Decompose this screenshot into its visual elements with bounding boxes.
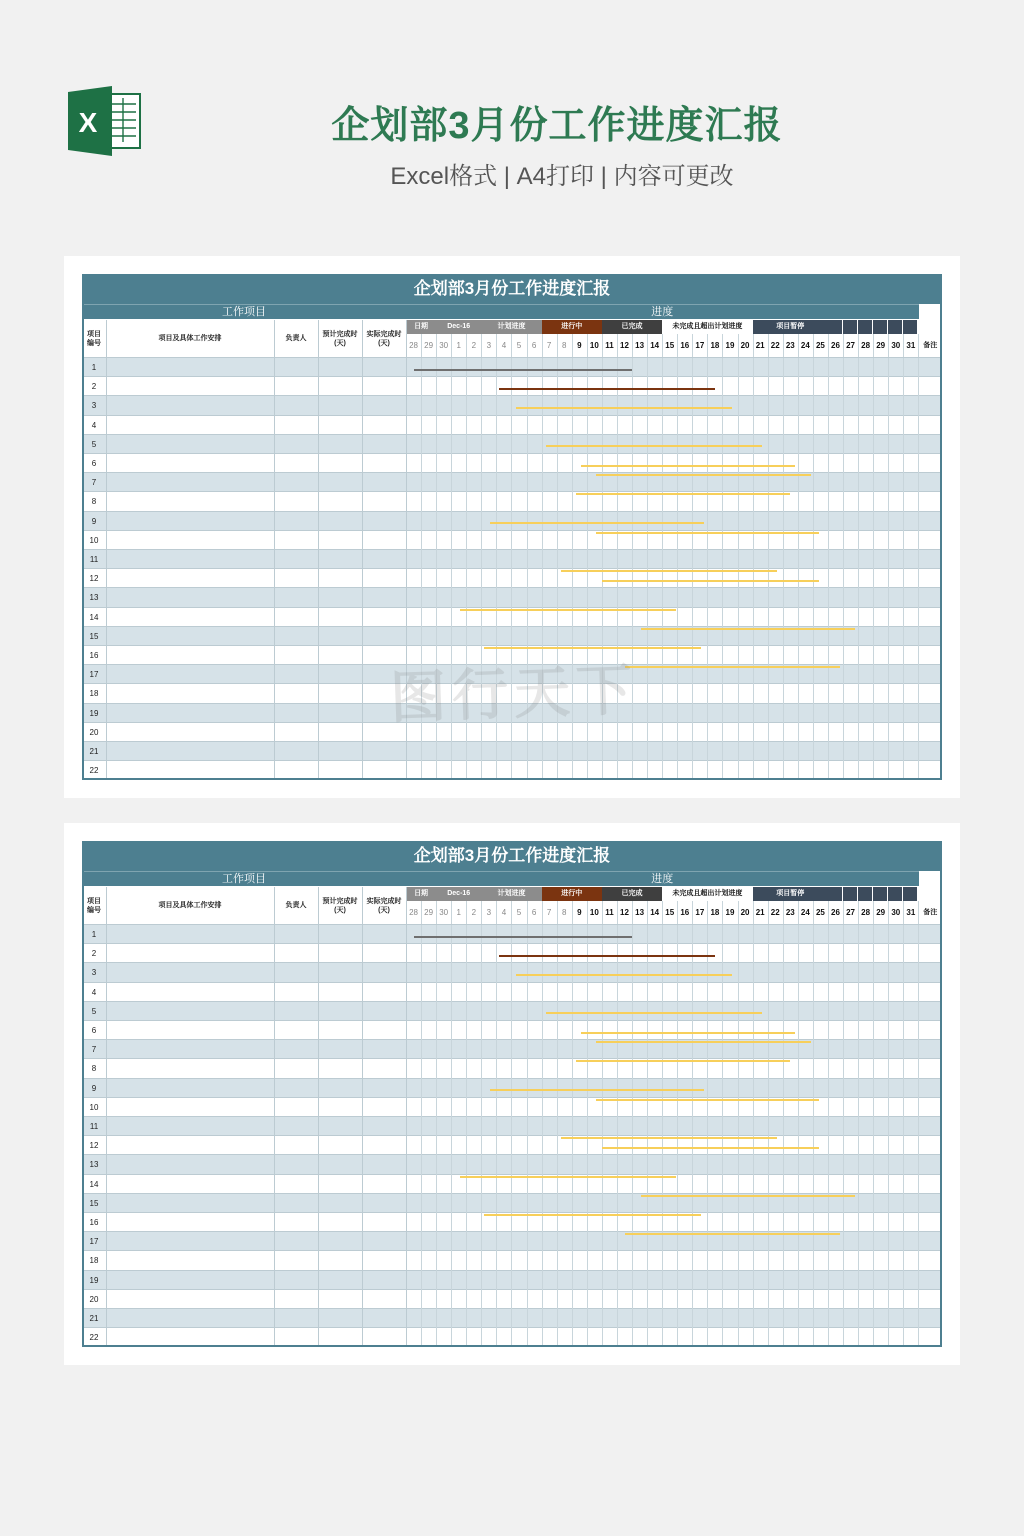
grid-line <box>707 334 708 780</box>
grid-line <box>692 334 693 780</box>
page-title: 企划部3月份工作进度汇报 <box>331 105 783 147</box>
day-header: 30 <box>891 908 901 917</box>
row-number: 22 <box>89 1333 99 1343</box>
day-header: 28 <box>861 341 871 350</box>
row-number: 22 <box>89 766 99 776</box>
gantt-bar <box>460 609 676 611</box>
gantt-bar <box>460 1176 676 1178</box>
row-number: 2 <box>91 382 97 392</box>
grid-line <box>753 334 754 780</box>
grid-line <box>662 334 663 780</box>
col-header-remark: 备注 <box>923 909 938 916</box>
grid-line <box>647 334 648 780</box>
grid-line <box>557 901 558 1347</box>
day-header: 20 <box>740 341 750 350</box>
legend-filler <box>843 887 857 901</box>
day-header: 10 <box>589 341 599 350</box>
row-number: 19 <box>89 708 99 718</box>
col-header-actual: 实际完成时 (天) <box>366 897 402 914</box>
grid-line <box>572 901 573 1347</box>
grid-line <box>617 901 618 1347</box>
excel-logo-letter: X <box>78 107 98 138</box>
day-header: 29 <box>424 341 434 350</box>
grid-line <box>903 334 904 780</box>
legend-filler <box>888 887 902 901</box>
legend-item: 进行中 <box>542 887 602 901</box>
col-header-id: 项目 编号 <box>87 897 101 914</box>
gantt-bar <box>596 1041 812 1043</box>
row-number: 18 <box>89 1256 99 1266</box>
row-number: 11 <box>89 1122 99 1131</box>
grid-line <box>421 901 422 1347</box>
sheet-title: 企划部3月份工作进度汇报 <box>82 274 942 304</box>
gantt-bar <box>561 1137 777 1139</box>
gantt-bar <box>625 666 841 668</box>
row-number: 17 <box>89 1237 99 1247</box>
day-header: 6 <box>531 341 537 350</box>
grid-line <box>918 901 919 1347</box>
day-header: 12 <box>620 341 629 350</box>
row-number: 10 <box>89 535 99 545</box>
row-number: 17 <box>89 670 99 680</box>
gantt-bar <box>581 465 795 467</box>
col-header-task: 项目及具体工作安排 <box>158 902 222 909</box>
grid-line <box>753 901 754 1347</box>
row-number: 15 <box>89 1198 99 1208</box>
row-number: 10 <box>89 1102 99 1112</box>
grid-line <box>858 901 859 1347</box>
day-header: 18 <box>710 908 720 917</box>
grid-line <box>451 901 452 1347</box>
legend-item: 项目暂停 <box>753 320 828 334</box>
legend-item: Dec-16 <box>436 320 481 334</box>
legend-item: 已完成 <box>602 887 662 901</box>
grid-line <box>873 334 874 780</box>
row-number: 9 <box>91 516 97 526</box>
row-number: 13 <box>89 1160 99 1170</box>
gantt-bar <box>596 532 819 534</box>
gantt-bar <box>516 974 732 976</box>
gantt-bar <box>546 445 762 447</box>
grid-line <box>768 334 769 780</box>
col-header-owner: 负责人 <box>285 902 307 909</box>
grid-line <box>274 320 275 780</box>
grid-line <box>903 901 904 1347</box>
legend-filler <box>873 887 887 901</box>
day-header: 10 <box>589 908 599 917</box>
header-divider <box>82 357 942 358</box>
grid-line <box>602 901 603 1347</box>
legend-item: 进行中 <box>542 320 602 334</box>
grid-line <box>918 334 919 780</box>
day-header: 29 <box>876 341 886 350</box>
grid-line <box>677 901 678 1347</box>
day-header: 9 <box>577 341 582 350</box>
day-header: 20 <box>740 908 750 917</box>
row-number: 14 <box>89 612 99 622</box>
legend-item: Dec-16 <box>436 887 481 901</box>
legend-filler <box>903 887 917 901</box>
day-header: 22 <box>770 908 780 917</box>
grid-line <box>436 901 437 1347</box>
grid-line <box>466 901 467 1347</box>
legend-item: 日期 <box>406 887 436 901</box>
section-work-items: 工作项目 <box>82 871 406 886</box>
grid-line <box>481 901 482 1347</box>
grid-line <box>783 901 784 1347</box>
grid-line <box>511 901 512 1347</box>
day-header: 27 <box>846 341 855 350</box>
row-number: 16 <box>89 651 99 660</box>
day-header: 2 <box>471 908 477 917</box>
gantt-bar <box>596 474 812 476</box>
day-header: 28 <box>409 908 418 917</box>
grid-line <box>738 901 739 1347</box>
day-header: 5 <box>516 908 522 917</box>
row-number: 21 <box>89 1314 99 1323</box>
day-header: 11 <box>605 341 614 350</box>
row-number: 13 <box>89 593 99 603</box>
day-header: 6 <box>531 908 537 917</box>
watermark: 图行天下 <box>389 656 640 732</box>
row-number: 11 <box>89 555 99 564</box>
day-header: 25 <box>815 908 825 917</box>
grid-line <box>813 901 814 1347</box>
day-header: 16 <box>680 908 690 917</box>
day-header: 13 <box>635 341 645 350</box>
gantt-bar <box>490 522 704 524</box>
row-number: 3 <box>91 968 97 978</box>
grid-line <box>783 334 784 780</box>
day-header: 30 <box>439 908 449 917</box>
row-number: 20 <box>89 1294 99 1304</box>
gantt-bar <box>561 570 777 572</box>
row-number: 18 <box>89 689 99 699</box>
day-header: 25 <box>815 341 825 350</box>
grid-line <box>587 901 588 1347</box>
grid-line <box>542 901 543 1347</box>
grid-line <box>692 901 693 1347</box>
day-header: 7 <box>546 908 552 917</box>
day-header: 31 <box>906 341 916 350</box>
grid-line <box>828 901 829 1347</box>
grid-line <box>858 334 859 780</box>
grid-line <box>662 901 663 1347</box>
day-header: 19 <box>725 908 735 917</box>
grid-line <box>873 901 874 1347</box>
day-header: 7 <box>546 341 552 350</box>
grid-line <box>362 320 363 780</box>
row-number: 21 <box>89 747 99 756</box>
legend-item: 未完成且超出计划进度 <box>662 887 752 901</box>
grid-line <box>888 901 889 1347</box>
day-header: 14 <box>650 908 660 917</box>
row-number: 1 <box>91 363 97 372</box>
grid-line <box>527 901 528 1347</box>
gantt-bar <box>414 936 633 938</box>
row-number: 4 <box>91 987 97 997</box>
day-header: 22 <box>770 341 780 350</box>
legend-filler <box>903 320 917 334</box>
grid-line <box>798 334 799 780</box>
gantt-bar <box>641 1195 855 1197</box>
legend-item: 计划进度 <box>481 320 541 334</box>
gantt-bar <box>602 1147 819 1149</box>
gantt-sheet <box>82 841 942 1347</box>
row-number: 7 <box>91 478 97 488</box>
row-number: 4 <box>91 420 97 430</box>
row-number: 5 <box>91 439 97 449</box>
day-header: 27 <box>846 908 855 917</box>
grid-line <box>843 901 844 1347</box>
day-header: 8 <box>561 908 567 917</box>
grid-line <box>647 901 648 1347</box>
row-number: 8 <box>91 497 97 507</box>
grid-line <box>798 901 799 1347</box>
page-subtitle: Excel格式 | A4打印 | 内容可更改 <box>390 163 734 190</box>
legend-item: 未完成且超出计划进度 <box>662 320 752 334</box>
legend-item: 已完成 <box>602 320 662 334</box>
header-divider <box>82 924 942 925</box>
grid-line <box>106 320 107 780</box>
row-number: 16 <box>89 1218 99 1227</box>
grid-line <box>677 334 678 780</box>
sheet-title: 企划部3月份工作进度汇报 <box>82 841 942 871</box>
day-header: 17 <box>695 341 705 350</box>
col-header-id: 项目 编号 <box>87 330 101 347</box>
row-number: 15 <box>89 631 99 641</box>
day-header: 17 <box>695 908 705 917</box>
gantt-bar <box>516 407 732 409</box>
gantt-bar <box>499 388 715 390</box>
legend-filler <box>828 320 842 334</box>
day-header: 9 <box>577 908 582 917</box>
day-header: 21 <box>755 341 765 350</box>
grid-line <box>362 887 363 1347</box>
day-header: 4 <box>501 341 507 350</box>
grid-line <box>707 901 708 1347</box>
gantt-bar <box>576 493 790 495</box>
day-header: 24 <box>800 341 810 350</box>
legend-filler <box>843 320 857 334</box>
gantt-bar <box>499 955 715 957</box>
row-number: 12 <box>89 1141 99 1151</box>
grid-line <box>843 334 844 780</box>
day-header: 15 <box>665 908 675 917</box>
grid-line <box>274 887 275 1347</box>
legend-item: 计划进度 <box>481 887 541 901</box>
gantt-bar <box>602 580 819 582</box>
day-header: 16 <box>680 341 690 350</box>
grid-line <box>318 887 319 1347</box>
day-header: 21 <box>755 908 765 917</box>
col-header-planned: 预计完成时 (天) <box>322 897 358 914</box>
grid-line <box>318 320 319 780</box>
grid-line <box>106 887 107 1347</box>
grid-line <box>768 901 769 1347</box>
col-header-actual: 实际完成时 (天) <box>366 330 402 347</box>
grid-line <box>406 887 407 1347</box>
row-number: 8 <box>91 1064 97 1074</box>
col-header-owner: 负责人 <box>285 335 307 342</box>
day-header: 29 <box>424 908 434 917</box>
day-header: 2 <box>471 341 477 350</box>
day-header: 23 <box>785 341 795 350</box>
day-header: 1 <box>456 908 461 917</box>
gantt-bar <box>581 1032 795 1034</box>
day-header: 30 <box>439 341 449 350</box>
section-work-items: 工作项目 <box>82 304 406 319</box>
day-header: 31 <box>906 908 916 917</box>
grid-line <box>722 901 723 1347</box>
gantt-bar <box>576 1060 790 1062</box>
legend-filler <box>888 320 902 334</box>
gantt-bar <box>625 1233 841 1235</box>
grid-line <box>738 334 739 780</box>
day-header: 12 <box>620 908 629 917</box>
day-header: 19 <box>725 341 735 350</box>
day-header: 23 <box>785 908 795 917</box>
day-header: 3 <box>486 341 492 350</box>
row-number: 9 <box>91 1083 97 1093</box>
gantt-bar <box>641 628 855 630</box>
day-header: 15 <box>665 341 675 350</box>
day-header: 14 <box>650 341 660 350</box>
row-number: 2 <box>91 949 97 959</box>
gantt-bar <box>484 1214 701 1216</box>
grid-line <box>496 901 497 1347</box>
row-number: 12 <box>89 574 99 584</box>
legend-filler <box>873 320 887 334</box>
grid-line <box>813 334 814 780</box>
row-number: 20 <box>89 727 99 737</box>
legend-item: 日期 <box>406 320 436 334</box>
day-header: 8 <box>561 341 567 350</box>
legend-filler <box>828 887 842 901</box>
row-number: 1 <box>91 930 97 939</box>
legend-filler <box>858 320 872 334</box>
day-header: 29 <box>876 908 886 917</box>
section-progress: 进度 <box>406 304 919 319</box>
col-header-planned: 预计完成时 (天) <box>322 330 358 347</box>
row-number: 5 <box>91 1006 97 1016</box>
day-header: 26 <box>831 908 840 917</box>
grid-line <box>722 334 723 780</box>
day-header: 26 <box>831 341 840 350</box>
spreadsheet-preview-2 <box>64 823 960 1365</box>
day-header: 5 <box>516 341 522 350</box>
day-header: 24 <box>800 908 810 917</box>
day-header: 1 <box>456 341 461 350</box>
row-number: 14 <box>89 1179 99 1189</box>
legend-item: 项目暂停 <box>753 887 828 901</box>
col-header-remark: 备注 <box>923 342 938 349</box>
row-number: 7 <box>91 1045 97 1055</box>
gantt-bar <box>414 369 633 371</box>
day-header: 30 <box>891 341 901 350</box>
day-header: 11 <box>605 908 614 917</box>
grid-line <box>828 334 829 780</box>
section-progress: 进度 <box>406 871 919 886</box>
gantt-bar <box>596 1099 819 1101</box>
day-header: 13 <box>635 908 645 917</box>
gantt-bar <box>490 1089 704 1091</box>
grid-line <box>888 334 889 780</box>
day-header: 28 <box>861 908 871 917</box>
legend-filler <box>858 887 872 901</box>
gantt-bar <box>546 1012 762 1014</box>
row-number: 6 <box>91 1026 97 1035</box>
col-header-task: 项目及具体工作安排 <box>158 335 222 342</box>
day-header: 4 <box>501 908 507 917</box>
day-header: 3 <box>486 908 492 917</box>
row-number: 6 <box>91 459 97 468</box>
grid-line <box>632 901 633 1347</box>
row-number: 3 <box>91 401 97 411</box>
row-number: 19 <box>89 1275 99 1285</box>
day-header: 18 <box>710 341 720 350</box>
day-header: 28 <box>409 341 418 350</box>
